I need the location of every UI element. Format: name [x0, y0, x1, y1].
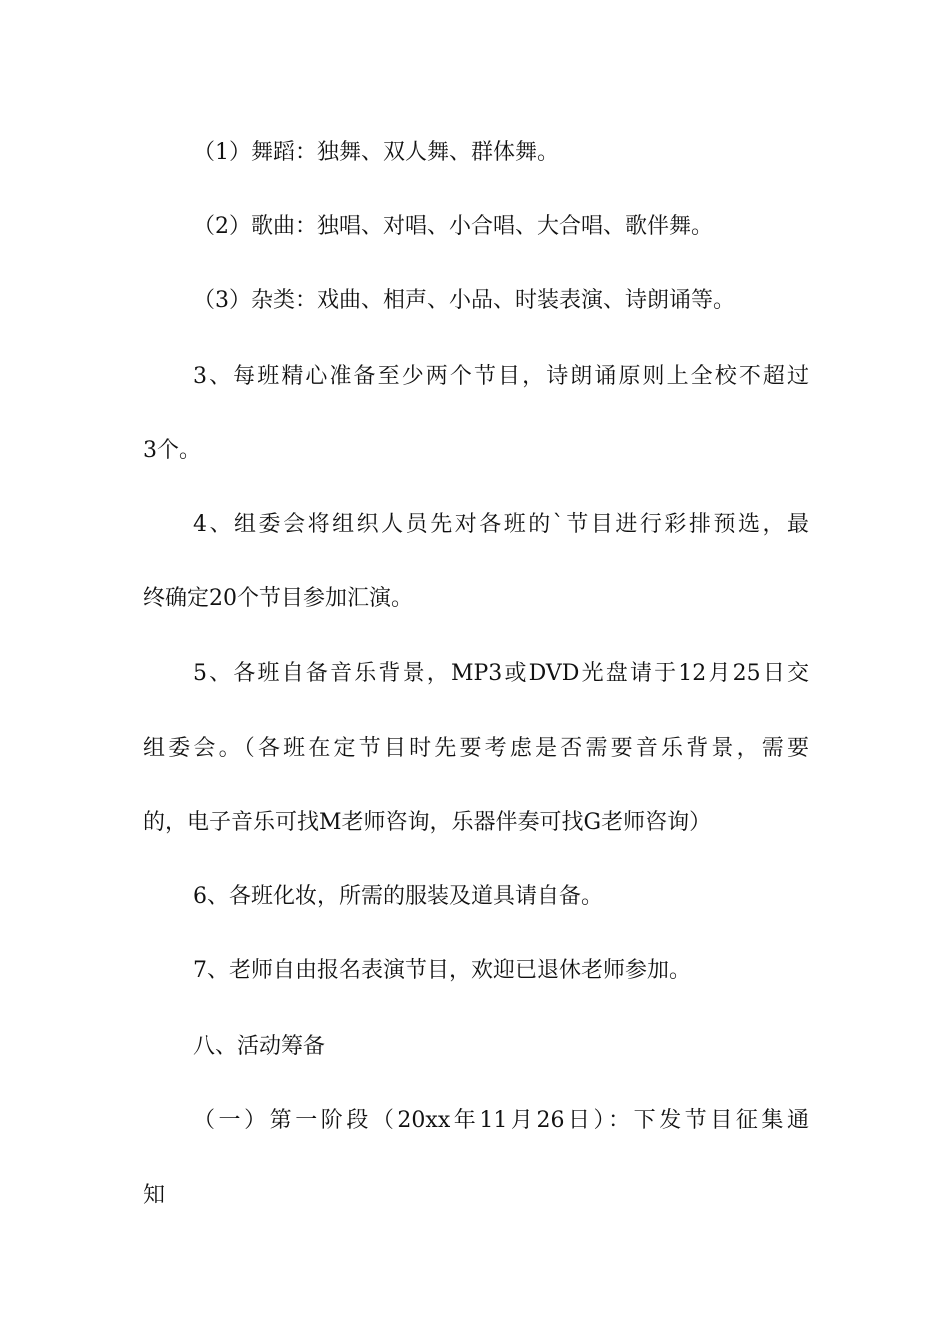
rule-3-line-1: 3、每班精心准备至少两个节目，诗朗诵原则上全校不超过	[193, 364, 809, 389]
phase-1-line-2: 知	[143, 1183, 166, 1208]
rule-5-line-3: 的，电子音乐可找M老师咨询，乐器伴奏可找G老师咨询）	[143, 810, 712, 835]
dance-item: （1）舞蹈：独舞、双人舞、群体舞。	[193, 140, 559, 165]
rule-4-line-1: 4、组委会将组织人员先对各班的`节目进行彩排预选，最	[193, 512, 809, 537]
song-item: （2）歌曲：独唱、对唱、小合唱、大合唱、歌伴舞。	[193, 214, 713, 239]
rule-5-line-1: 5、各班自备音乐背景，MP3或DVD光盘请于12月25日交	[193, 661, 809, 686]
phase-1-line-1: （一）第一阶段（20xx年11月26日）：下发节目征集通	[193, 1108, 809, 1133]
rule-7: 7、老师自由报名表演节目，欢迎已退休老师参加。	[193, 958, 691, 983]
rule-4-line-2: 终确定20个节目参加汇演。	[143, 586, 413, 611]
misc-item: （3）杂类：戏曲、相声、小品、时装表演、诗朗诵等。	[193, 288, 735, 313]
rule-3-line-2: 3个。	[143, 438, 201, 463]
rule-5-line-2: 组委会。（各班在定节目时先要考虑是否需要音乐背景，需要	[143, 736, 809, 761]
section-heading: 八、活动筹备	[193, 1034, 326, 1059]
rule-6: 6、各班化妆，所需的服装及道具请自备。	[193, 884, 603, 909]
